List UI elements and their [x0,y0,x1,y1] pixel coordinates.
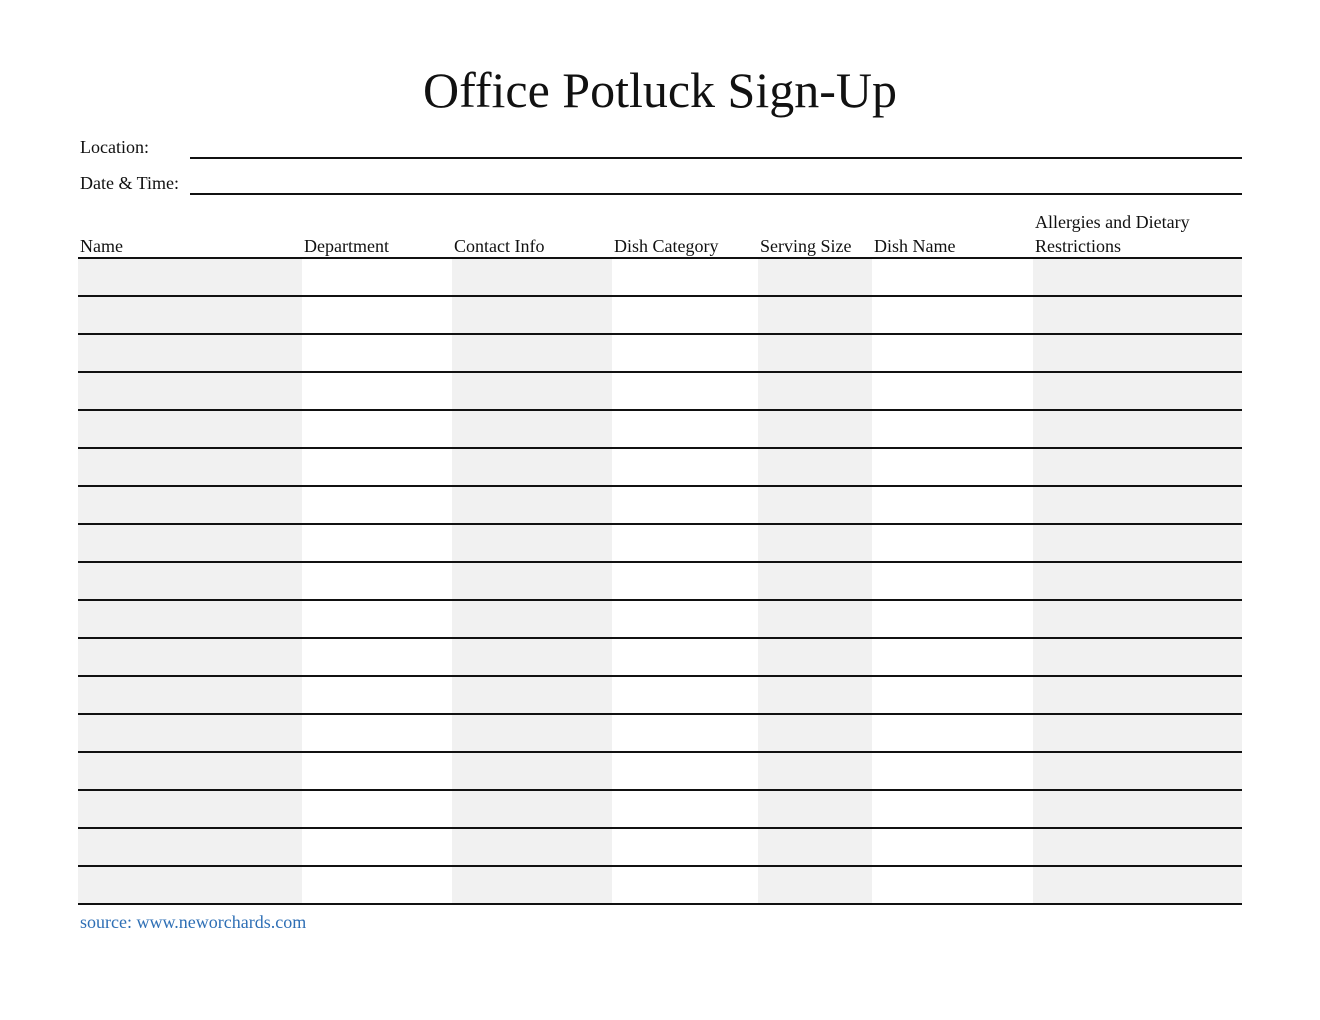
page-title: Office Potluck Sign-Up [422,62,898,118]
cell-dish-name[interactable] [872,335,1033,371]
table-row [78,561,1242,599]
cell-dish-name[interactable] [872,449,1033,485]
table-row [78,827,1242,865]
table-row [78,447,1242,485]
cell-department[interactable] [302,525,452,561]
table-row [78,865,1242,905]
cell-dish-category[interactable] [612,335,758,371]
cell-name[interactable] [78,525,302,561]
cell-department[interactable] [302,601,452,637]
cell-department[interactable] [302,867,452,903]
cell-allergies[interactable] [1033,449,1242,485]
cell-contact-info[interactable] [452,411,612,447]
cell-serving-size[interactable] [758,753,872,789]
location-label: Location: [80,137,149,157]
cell-dish-name[interactable] [872,487,1033,523]
cell-department[interactable] [302,791,452,827]
cell-serving-size[interactable] [758,259,872,295]
cell-allergies[interactable] [1033,791,1242,827]
cell-dish-category[interactable] [612,563,758,599]
cell-dish-category[interactable] [612,259,758,295]
cell-allergies[interactable] [1033,525,1242,561]
cell-allergies[interactable] [1033,829,1242,865]
cell-contact-info[interactable] [452,563,612,599]
cell-contact-info[interactable] [452,335,612,371]
cell-department[interactable] [302,449,452,485]
cell-name[interactable] [78,259,302,295]
cell-name[interactable] [78,677,302,713]
cell-department[interactable] [302,677,452,713]
cell-serving-size[interactable] [758,335,872,371]
cell-department[interactable] [302,411,452,447]
cell-dish-category[interactable] [612,639,758,675]
column-header-serving-size: Serving Size [760,236,852,256]
location-field[interactable] [190,157,1242,159]
cell-dish-name[interactable] [872,297,1033,333]
cell-allergies[interactable] [1033,639,1242,675]
cell-dish-category[interactable] [612,297,758,333]
cell-name[interactable] [78,487,302,523]
cell-dish-name[interactable] [872,677,1033,713]
cell-department[interactable] [302,487,452,523]
cell-serving-size[interactable] [758,563,872,599]
cell-serving-size[interactable] [758,867,872,903]
cell-serving-size[interactable] [758,373,872,409]
cell-dish-category[interactable] [612,791,758,827]
cell-dish-category[interactable] [612,525,758,561]
column-header-department: Department [304,236,389,256]
date-time-field[interactable] [190,193,1242,195]
cell-dish-name[interactable] [872,791,1033,827]
cell-serving-size[interactable] [758,525,872,561]
cell-dish-name[interactable] [872,715,1033,751]
cell-allergies[interactable] [1033,601,1242,637]
cell-serving-size[interactable] [758,297,872,333]
cell-allergies[interactable] [1033,297,1242,333]
cell-name[interactable] [78,601,302,637]
cell-serving-size[interactable] [758,791,872,827]
cell-allergies[interactable] [1033,867,1242,903]
cell-dish-category[interactable] [612,449,758,485]
cell-contact-info[interactable] [452,867,612,903]
cell-department[interactable] [302,563,452,599]
cell-contact-info[interactable] [452,791,612,827]
cell-name[interactable] [78,449,302,485]
cell-name[interactable] [78,411,302,447]
cell-dish-category[interactable] [612,677,758,713]
cell-contact-info[interactable] [452,715,612,751]
table-row [78,713,1242,751]
cell-serving-size[interactable] [758,639,872,675]
cell-department[interactable] [302,639,452,675]
cell-contact-info[interactable] [452,639,612,675]
cell-department[interactable] [302,259,452,295]
cell-name[interactable] [78,753,302,789]
cell-dish-category[interactable] [612,601,758,637]
cell-dish-category[interactable] [612,373,758,409]
cell-name[interactable] [78,791,302,827]
table-row [78,675,1242,713]
cell-department[interactable] [302,753,452,789]
cell-serving-size[interactable] [758,829,872,865]
table-row [78,409,1242,447]
table-row [78,333,1242,371]
cell-serving-size[interactable] [758,411,872,447]
cell-name[interactable] [78,563,302,599]
cell-allergies[interactable] [1033,411,1242,447]
cell-dish-category[interactable] [612,411,758,447]
cell-dish-category[interactable] [612,867,758,903]
cell-allergies[interactable] [1033,335,1242,371]
cell-contact-info[interactable] [452,829,612,865]
cell-contact-info[interactable] [452,373,612,409]
cell-serving-size[interactable] [758,449,872,485]
column-header-name: Name [80,236,123,256]
cell-dish-name[interactable] [872,867,1033,903]
cell-name[interactable] [78,715,302,751]
signup-table [78,257,1242,905]
table-row [78,789,1242,827]
table-row [78,523,1242,561]
cell-allergies[interactable] [1033,753,1242,789]
table-row [78,751,1242,789]
cell-name[interactable] [78,829,302,865]
column-header-dish-name: Dish Name [874,236,956,256]
cell-dish-name[interactable] [872,601,1033,637]
cell-contact-info[interactable] [452,259,612,295]
cell-dish-name[interactable] [872,753,1033,789]
cell-department[interactable] [302,335,452,371]
cell-allergies[interactable] [1033,373,1242,409]
cell-dish-name[interactable] [872,639,1033,675]
cell-contact-info[interactable] [452,297,612,333]
cell-department[interactable] [302,715,452,751]
column-header-contact-info: Contact Info [454,236,545,256]
cell-contact-info[interactable] [452,449,612,485]
table-row [78,295,1242,333]
date-time-label: Date & Time: [80,173,180,193]
cell-allergies[interactable] [1033,563,1242,599]
cell-allergies[interactable] [1033,677,1242,713]
cell-dish-name[interactable] [872,525,1033,561]
table-row [78,257,1242,295]
cell-contact-info[interactable] [452,677,612,713]
cell-dish-category[interactable] [612,715,758,751]
cell-allergies[interactable] [1033,715,1242,751]
cell-allergies[interactable] [1033,259,1242,295]
cell-dish-name[interactable] [872,829,1033,865]
cell-dish-category[interactable] [612,487,758,523]
cell-name[interactable] [78,867,302,903]
cell-dish-name[interactable] [872,411,1033,447]
cell-contact-info[interactable] [452,525,612,561]
column-header-allergies: Allergies and Dietary Restrictions [1035,212,1190,256]
table-row [78,371,1242,409]
column-header-dish-category: Dish Category [614,236,719,256]
table-row [78,485,1242,523]
cell-contact-info[interactable] [452,753,612,789]
cell-contact-info[interactable] [452,601,612,637]
cell-name[interactable] [78,297,302,333]
cell-department[interactable] [302,373,452,409]
cell-dish-name[interactable] [872,373,1033,409]
cell-department[interactable] [302,297,452,333]
table-row [78,599,1242,637]
cell-department[interactable] [302,829,452,865]
cell-name[interactable] [78,335,302,371]
cell-dish-category[interactable] [612,829,758,865]
cell-serving-size[interactable] [758,715,872,751]
cell-serving-size[interactable] [758,601,872,637]
cell-name[interactable] [78,639,302,675]
table-header [78,204,1242,258]
cell-contact-info[interactable] [452,487,612,523]
cell-dish-category[interactable] [612,753,758,789]
source-link[interactable]: source: www.neworchards.com [80,912,307,932]
cell-dish-name[interactable] [872,563,1033,599]
cell-name[interactable] [78,373,302,409]
cell-dish-name[interactable] [872,259,1033,295]
table-row [78,637,1242,675]
cell-serving-size[interactable] [758,677,872,713]
cell-allergies[interactable] [1033,487,1242,523]
cell-serving-size[interactable] [758,487,872,523]
